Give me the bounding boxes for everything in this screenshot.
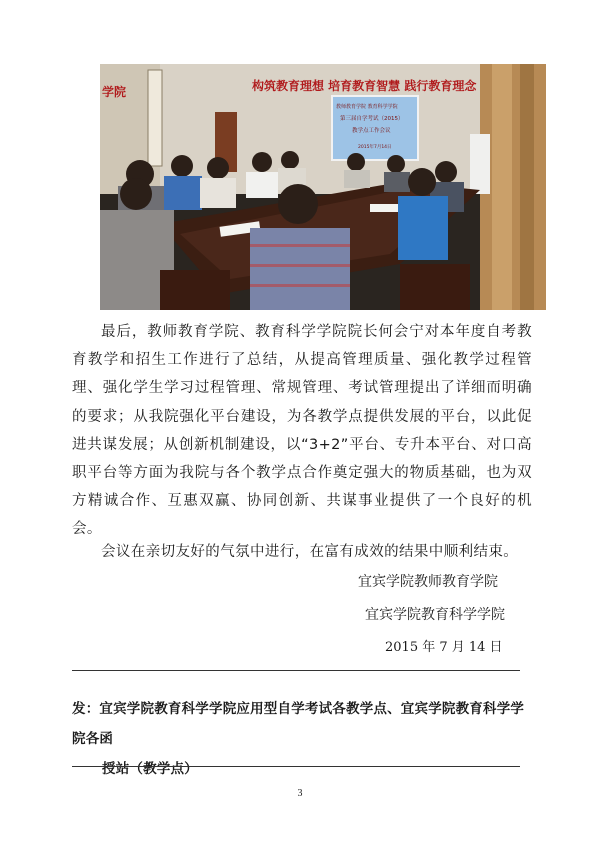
meeting-photo: [100, 64, 546, 310]
body-paragraph-1: 最后，教师教育学院、教育科学学院院长何会宁对本年度自考教育教学和招生工作进行了总结，从提高管理质量、强化教学过程管理、强化学生学习过程管理、常规管理、考试管理提出了详细而明确的要求；从我院强化平台建设，为各教学点提供发展的平台，以此促进共谋发展；从创新机制建设，以“3+2”平台、专升本平台、对口高职平台等方面为我院与各个教学点合作奠定强大的物质基础，也为双方精诚合作、互惠双赢、协同创新、共谋事业提供了一个良好的机会。: [72, 324, 532, 538]
body-paragraph-2: 会议在亲切友好的气氛中进行，在富有成效的结果中顺利结束。: [101, 544, 519, 560]
screen-line-4: 2015年7月14日: [358, 145, 392, 150]
signature-org-1: 宜宾学院教师教育学院: [358, 574, 498, 590]
meeting-photo-illustration: [100, 64, 546, 310]
page-number: 3: [297, 788, 303, 799]
signature-date: 2015 年 7 月 14 日: [385, 640, 503, 655]
screen-line-1: 教师教育学院 教育科学学院: [336, 104, 398, 110]
signature-org-2: 宜宾学院教育科学学院: [365, 607, 505, 623]
banner-text: 构筑教育理想 培育教育智慧 践行教育理念: [252, 79, 477, 93]
divider-bottom: [72, 766, 520, 767]
distribution-line-2: 授站（教学点）: [102, 761, 198, 777]
distribution-line-1: 发：宜宾学院教育科学学院应用型自学考试各教学点、宜宾学院教育科学学院各函: [72, 701, 525, 747]
screen-line-2: 第三届自学考试（2015）: [340, 116, 404, 122]
divider-top: [72, 670, 520, 671]
wall-side-text: 学院: [102, 85, 127, 99]
distribution-list: [72, 694, 532, 784]
screen-line-3: 教学点工作会议: [352, 128, 391, 134]
